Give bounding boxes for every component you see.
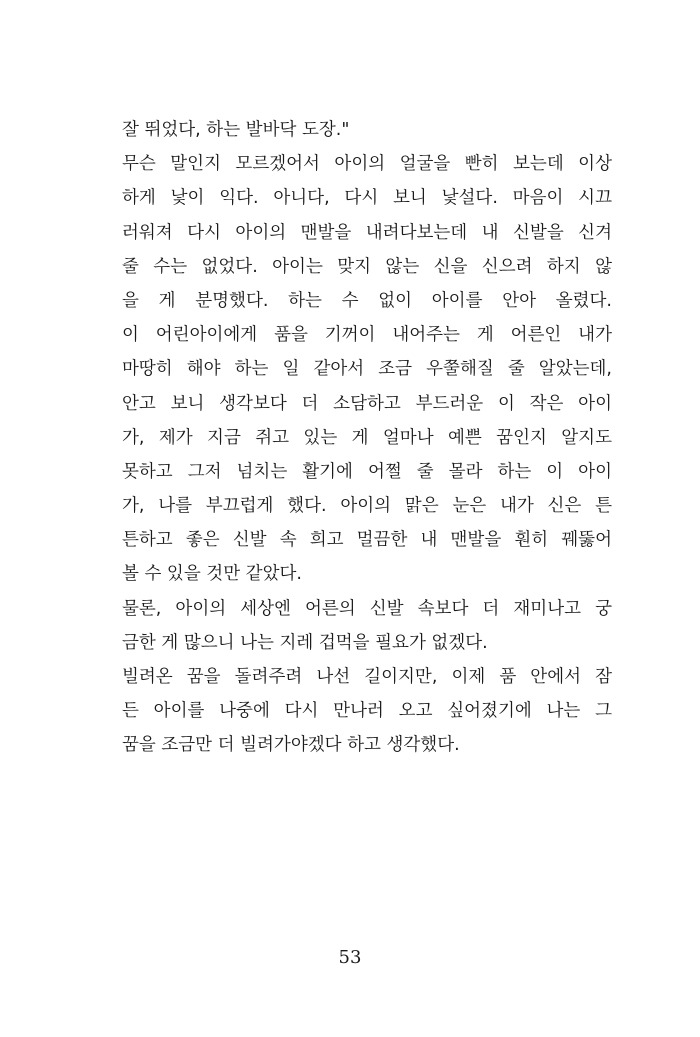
page-number: 53 bbox=[338, 947, 362, 968]
text-line: 튼하고 좋은 신발 속 희고 멀끔한 내 맨발을 훤히 꿰뚫어 bbox=[122, 530, 612, 551]
text-line: 이 어린아이에게 품을 기꺼이 내어주는 게 어른인 내가 bbox=[122, 325, 612, 346]
text-line: 무슨 말인지 모르겠어서 아이의 얼굴을 빤히 보는데 이상 bbox=[122, 154, 612, 175]
text-line: 볼 수 있을 것만 같았다. bbox=[122, 564, 302, 585]
text-line: 을 게 분명했다. 하는 수 없이 아이를 안아 올렸다. bbox=[122, 290, 612, 311]
text-line: 잘 뛰었다, 하는 발바닥 도장." bbox=[122, 120, 350, 140]
text-line: 러워져 다시 아이의 맨발을 내려다보는데 내 신발을 신겨 bbox=[122, 222, 612, 243]
text-line: 못하고 그저 넘치는 활기에 어쩔 줄 몰라 하는 이 아이 bbox=[122, 461, 612, 482]
text-line: 줄 수는 없었다. 아이는 맞지 않는 신을 신으려 하지 않 bbox=[122, 256, 612, 277]
text-line: 꿈을 조금만 더 빌려가야겠다 하고 생각했다. bbox=[122, 735, 460, 756]
text-line: 가, 제가 지금 쥐고 있는 게 얼마나 예쁜 꿈인지 알지도 bbox=[122, 427, 612, 448]
text-line: 든 아이를 나중에 다시 만나러 오고 싶어졌기에 나는 그 bbox=[122, 701, 612, 722]
body-text bbox=[122, 113, 612, 763]
text-line: 마땅히 해야 하는 일 같아서 조금 우쭐해질 줄 알았는데, bbox=[122, 359, 612, 380]
text-line: 빌려온 꿈을 돌려주려 나선 길이지만, 이제 품 안에서 잠 bbox=[122, 667, 612, 687]
text-line: 가, 나를 부끄럽게 했다. 아이의 맑은 눈은 내가 신은 튼 bbox=[122, 496, 612, 517]
text-line: 안고 보니 생각보다 더 소담하고 부드러운 이 작은 아이 bbox=[122, 393, 612, 414]
text-line: 물론, 아이의 세상엔 어른의 신발 속보다 더 재미나고 궁 bbox=[122, 598, 612, 619]
text-line: 하게 낯이 익다. 아니다, 다시 보니 낯설다. 마음이 시끄 bbox=[122, 188, 612, 209]
text-line: 금한 게 많으니 나는 지레 겁먹을 필요가 없겠다. bbox=[122, 632, 488, 653]
